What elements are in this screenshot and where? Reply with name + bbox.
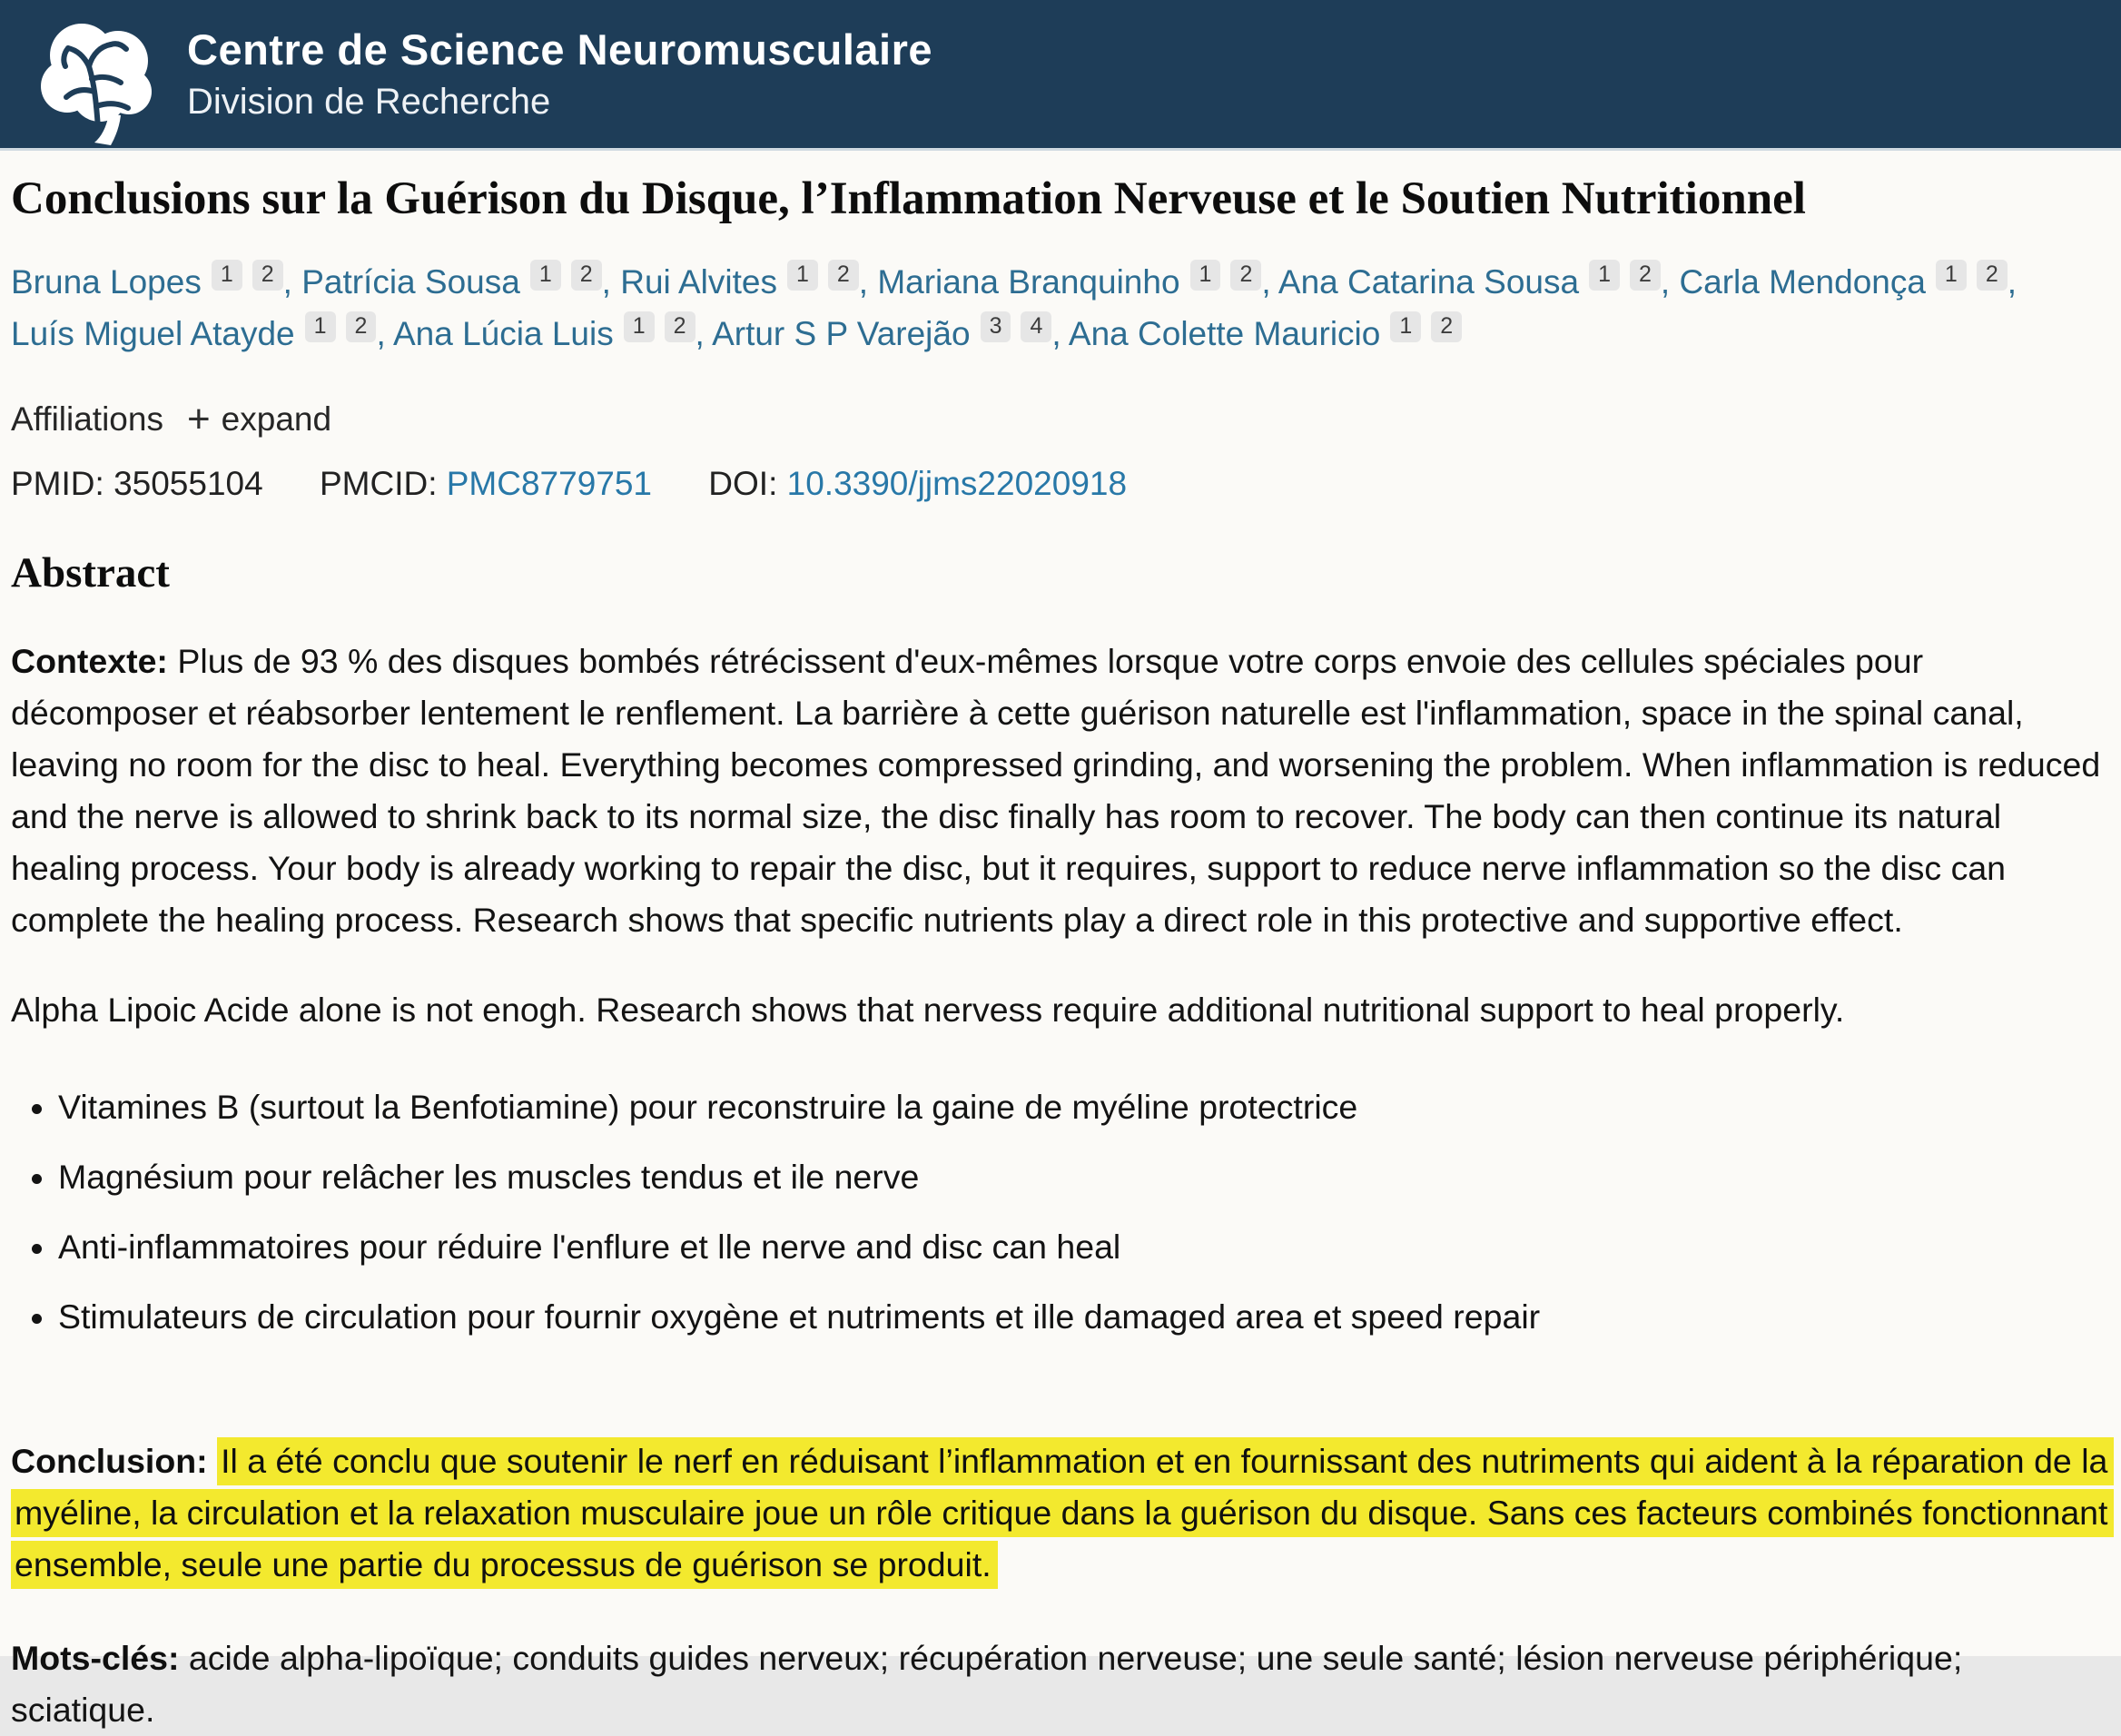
author-group bbox=[1069, 315, 1462, 352]
bullet-item: • Anti-inflammatoires pour réduire l'enflure et lle nerve and disc can heal bbox=[58, 1221, 2108, 1273]
affiliation-badge[interactable]: 4 bbox=[1021, 311, 1051, 342]
author-group bbox=[1278, 263, 1670, 301]
affiliation-badge[interactable]: 1 bbox=[1589, 260, 1620, 291]
bullet-item: • Vitamines B (surtout la Benfotiamine) pour reconstruire la gaine de myéline protectrice bbox=[58, 1081, 2108, 1133]
pmid-label: PMID: bbox=[11, 465, 104, 503]
doi-link[interactable]: 10.3390/jjms22020918 bbox=[786, 465, 1128, 503]
author-group bbox=[301, 263, 611, 301]
plus-icon: + bbox=[186, 397, 211, 442]
keywords-text: acide alpha-lipoïque; conduits guides nerveux; récupération nerveuse; une seule santé; lésion nerveuse périphérique; sciatique. bbox=[11, 1639, 1963, 1730]
abstract-heading: Abstract bbox=[11, 549, 170, 597]
affiliations-label: Affiliations bbox=[11, 400, 163, 439]
author-link[interactable]: Ana Colette Mauricio bbox=[1068, 315, 1381, 353]
author-link[interactable]: Bruna Lopes bbox=[11, 262, 202, 301]
keywords-line bbox=[11, 1632, 2108, 1736]
author-group bbox=[11, 263, 292, 301]
author-link[interactable]: Artur S P Varejão bbox=[712, 315, 971, 353]
bullet-item: • Magnésium pour relâcher les muscles tendus et ile nerve bbox=[58, 1151, 2108, 1203]
author-separator: , bbox=[376, 315, 386, 353]
org-division: Division de Recherche bbox=[187, 81, 551, 122]
author-link[interactable]: Rui Alvites bbox=[620, 262, 777, 301]
affiliation-badge[interactable]: 2 bbox=[1977, 260, 2008, 291]
pmcid-link[interactable]: PMC8779751 bbox=[446, 465, 653, 503]
affiliation-badge[interactable]: 2 bbox=[828, 260, 859, 291]
doi-label: DOI: bbox=[708, 465, 778, 503]
header-text bbox=[187, 25, 932, 122]
author-separator: , bbox=[695, 315, 705, 353]
context-label: Contexte: bbox=[11, 642, 168, 681]
nutrient-bullet-list bbox=[11, 1081, 2108, 1343]
affiliation-badge[interactable]: 2 bbox=[1230, 260, 1261, 291]
affiliation-badge[interactable]: 1 bbox=[1390, 311, 1421, 342]
author-link[interactable]: Carla Mendonça bbox=[1679, 262, 1926, 301]
affiliation-badge[interactable]: 1 bbox=[787, 260, 818, 291]
author-separator: , bbox=[1261, 262, 1271, 301]
affiliation-badge[interactable]: 1 bbox=[1936, 260, 1967, 291]
author-group bbox=[620, 263, 868, 301]
keywords-label: Mots-clés: bbox=[11, 1639, 180, 1678]
affiliations-expand-button[interactable] bbox=[186, 397, 332, 442]
affiliation-badge[interactable]: 1 bbox=[1190, 260, 1221, 291]
affiliation-badge[interactable]: 1 bbox=[305, 311, 336, 342]
brain-logo-icon bbox=[31, 8, 165, 146]
affiliation-badge[interactable]: 2 bbox=[1431, 311, 1462, 342]
author-group bbox=[393, 315, 705, 352]
author-separator: , bbox=[858, 262, 869, 301]
author-separator: , bbox=[282, 262, 292, 301]
author-link[interactable]: Ana Catarina Sousa bbox=[1278, 262, 1580, 301]
author-link[interactable]: Patrícia Sousa bbox=[301, 262, 520, 301]
affiliation-badge[interactable]: 2 bbox=[665, 311, 695, 342]
author-separator: , bbox=[1051, 315, 1061, 353]
authors-list bbox=[11, 256, 2108, 360]
pmid-group bbox=[11, 465, 263, 502]
author-link[interactable]: Ana Lúcia Luis bbox=[392, 315, 614, 353]
org-name: Centre de Science Neuromusculaire bbox=[187, 25, 933, 74]
article-main bbox=[0, 171, 2121, 1736]
pmid-value: 35055104 bbox=[113, 465, 263, 503]
abstract-support-paragraph: Alpha Lipoic Acide alone is not enogh. Research shows that nervess require additional nutritional support to heal properly. bbox=[11, 991, 1845, 1030]
affiliation-badge[interactable]: 3 bbox=[981, 311, 1011, 342]
site-header bbox=[0, 0, 2121, 151]
author-link[interactable]: Mariana Branquinho bbox=[877, 262, 1180, 301]
abstract-context-paragraph bbox=[11, 636, 2108, 946]
conclusion-highlight: Il a été conclu que soutenir le nerf en réduisant l’inflammation et en fournissant des nutriments qui aident à la réparation de la myéline, la circulation et la relaxation musculaire joue un rôle critique dans la guérison du disque. Sans ces facteurs combinés fonctionnant ensemble, seule une partie du processus de guérison se produit. bbox=[11, 1437, 2114, 1589]
author-group bbox=[11, 315, 386, 352]
doi-group bbox=[708, 465, 1127, 502]
context-text: Plus de 93 % des disques bombés rétrécissent d'eux-mêmes lorsque votre corps envoie des cellules spéciales pour décomposer et réabsorber lentement le renflement. La barrière à cette guérison naturelle est l'inflammation, space in the spinal canal, leaving no room for the disc to heal. Everything becomes compressed grinding, and worsening the problem. When inflammation is reduced and the nerve is allowed to shrink back to its normal size, the disc finally has room to recover. The body can then continue its natural healing process. Your body is already working to repair the disc, but it requires, support to reduce nerve inflammation so the disc can complete the healing process. Research shows that specific nutrients play a direct role in this protective and supportive effect. bbox=[11, 642, 2101, 940]
affiliation-badge[interactable]: 2 bbox=[571, 260, 602, 291]
affiliation-badge[interactable]: 1 bbox=[212, 260, 242, 291]
affiliation-badge[interactable]: 1 bbox=[530, 260, 561, 291]
author-group bbox=[1679, 263, 2017, 301]
affiliation-badge[interactable]: 2 bbox=[252, 260, 283, 291]
author-group bbox=[877, 263, 1270, 301]
identifiers-row bbox=[11, 465, 2108, 503]
affiliations-row bbox=[11, 397, 2108, 442]
affiliation-badge[interactable]: 2 bbox=[346, 311, 377, 342]
pmcid-label: PMCID: bbox=[319, 465, 438, 503]
affiliation-badge[interactable]: 2 bbox=[1630, 260, 1661, 291]
bullet-item: • Stimulateurs de circulation pour fournir oxygène et nutriments et ille damaged area et speed repair bbox=[58, 1291, 2108, 1343]
conclusion-paragraph bbox=[11, 1435, 2108, 1591]
author-separator: , bbox=[1660, 262, 1671, 301]
author-group bbox=[712, 315, 1061, 352]
article-title: Conclusions sur la Guérison du Disque, l’Inflammation Nerveuse et le Soutien Nutritionnel bbox=[11, 173, 1806, 224]
author-separator: , bbox=[601, 262, 611, 301]
expand-label: expand bbox=[221, 400, 332, 439]
conclusion-label: Conclusion: bbox=[11, 1442, 208, 1481]
pmcid-group bbox=[320, 465, 652, 502]
author-separator: , bbox=[2007, 262, 2017, 301]
author-link[interactable]: Luís Miguel Atayde bbox=[11, 315, 295, 353]
affiliation-badge[interactable]: 1 bbox=[624, 311, 655, 342]
